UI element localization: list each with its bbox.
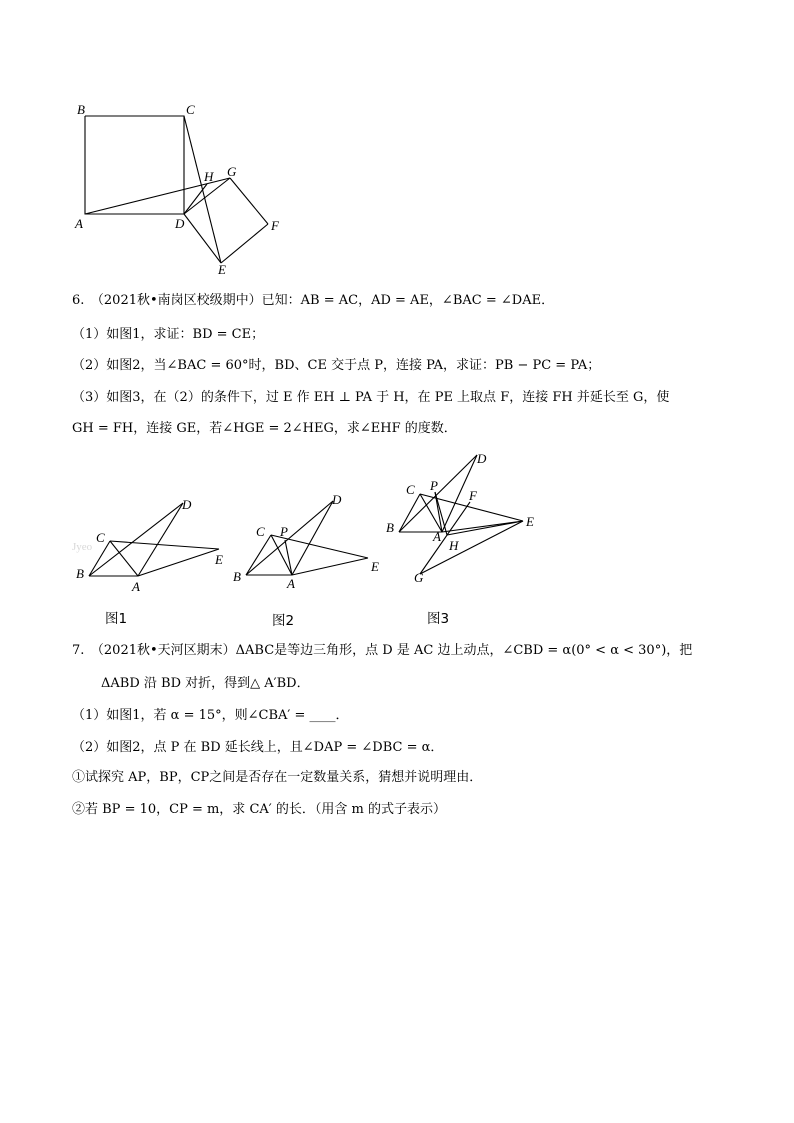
p6-fig2-svg [228,488,388,593]
p6-part3-line2: GH = FH，连接 GE，若∠HGE = 2∠HEG，求∠EHF 的度数． [72,421,457,436]
q5-label-h: H [204,169,214,184]
p6-fig2-ad [292,501,333,575]
p6-fig2-label-d: D [332,492,342,507]
p6-fig2-caption: 图2 [272,613,295,629]
p6-fig2-pa [285,540,292,575]
p6-figure-1 [70,492,230,597]
q5-label-c: C [186,102,195,117]
p6-statement: 6. （2021秋•南岗区校级期中）已知：AB = AC，AD = AE，∠BAC = ∠DAE． [72,293,555,308]
p6-fig2-label-a: A [287,576,295,591]
q5-square [85,116,184,214]
p6-fig3-fg [420,502,470,574]
p6-fig3-ae [442,521,523,532]
p6-fig2-ae [292,558,368,575]
p6-fig1-label-a: A [132,579,140,594]
p6-fig3-caption: 图3 [427,611,450,627]
p6-fig1-caption: 图1 [105,611,128,627]
p6-fig1-label-e: E [215,552,223,567]
p6-figure-2 [228,488,388,593]
p6-figure-3 [380,448,550,593]
q5-label-g: G [227,164,237,179]
p6-fig3-label-f: F [469,488,477,503]
q5-label-f: F [271,218,279,233]
p6-fig3-svg [380,448,550,593]
p6-fig3-bc [399,494,420,532]
q5-label-d: D [175,216,185,231]
p6-fig1-label-c: C [96,530,105,545]
p6-fig1-watermark: Jyeo [72,541,93,553]
p6-fig1-ce [110,541,219,549]
p6-fig3-label-p: P [430,478,438,493]
p6-fig3-label-h: H [449,538,459,553]
p6-fig1-ad [138,503,183,576]
p6-fig1-label-b: B [76,566,84,581]
p7-statement: 7. （2021秋•天河区期末）ΔABC是等边三角形，点 D 是 AC 边上动点，∠CBD = α(0° < α < 30°)，把 [72,643,693,658]
p6-fig3-label-b: B [386,520,394,535]
p6-fig3-label-e: E [526,514,534,529]
p6-fig3-label-d: D [477,451,487,466]
p6-fig1-ca [110,541,138,576]
p6-fig3-label-a: A [433,529,441,544]
q5-label-b: B [77,102,85,117]
q5-label-a: A [75,216,83,231]
p6-fig1-svg [70,492,230,597]
p7-part2-1: ①试探究 AP，BP，CP之间是否存在一定数量关系，猜想并说明理由． [72,770,483,785]
p6-fig3-he [447,521,523,535]
p6-fig2-label-c: C [256,524,265,539]
p6-fig1-ae [138,549,219,576]
p6-part3-line1: （3）如图3，在（2）的条件下，过 E 作 EH ⊥ PA 于 H，在 PE 上取点 F，连接 FH 并延长至 G，使 [72,390,670,405]
q5-figure [70,100,300,280]
p6-fig2-ca [271,535,292,575]
p6-fig2-label-p: P [280,524,288,539]
p6-fig3-label-g: G [414,570,424,585]
p6-fig1-label-d: D [182,497,192,512]
p6-fig3-label-c: C [406,482,415,497]
p7-part1: （1）如图1，若 α = 15°，则∠CBA′ = ____． [72,708,349,723]
q5-line-fe [221,224,268,263]
p7-statement-cont: ΔABD 沿 BD 对折，得到△ A′BD． [101,676,310,691]
q5-line-gf [230,178,268,224]
q5-figure-svg [70,100,300,280]
p6-part1: （1）如图1，求证：BD = CE； [72,327,265,342]
p6-fig2-label-e: E [371,559,379,574]
p6-fig2-label-b: B [233,569,241,584]
p7-part2-2: ②若 BP = 10，CP = m，求 CA′ 的长．（用含 m 的式子表示） [72,802,446,817]
p7-part2: （2）如图2，点 P 在 BD 延长线上，且∠DAP = ∠DBC = α． [72,740,444,755]
p6-fig2-bc [246,535,271,575]
q5-label-e: E [218,262,226,277]
p6-part2: （2）如图2，当∠BAC = 60°时，BD、CE 交于点 P，连接 PA，求证：PB − PC = PA； [72,358,601,373]
q5-line-de [184,214,221,263]
